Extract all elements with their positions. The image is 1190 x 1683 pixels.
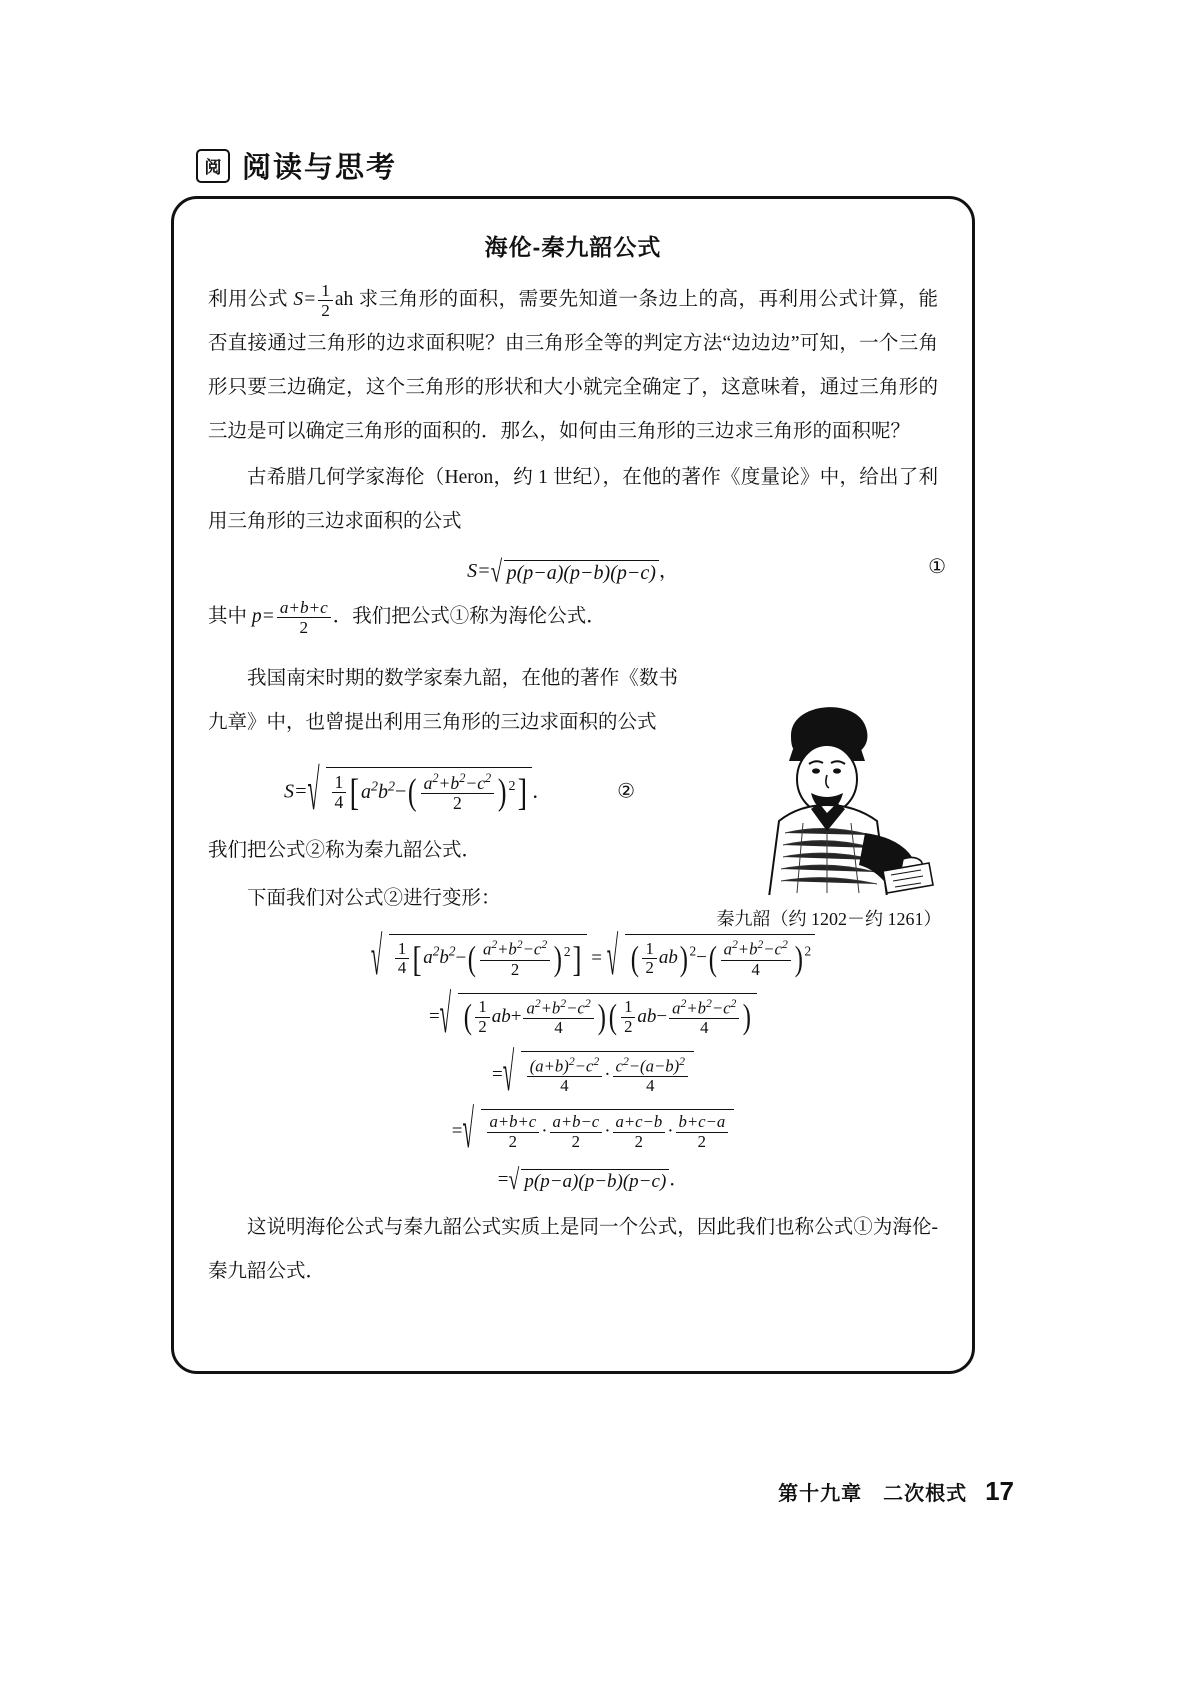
paragraph-3-part-a: 其中 [208,605,248,627]
derivation-line-2: = √ ( $\frac{1}{2}$ ab+ $\frac{a^2+b^2-c^2}{4}$ )( $\frac{1}{2}$ ab− $\frac{a^2+b^2-c^2}{4}$ ) [234,993,972,1038]
derivation-block [174,934,972,1193]
sqrt-symbol-1 [491,560,659,585]
paragraph-3-part-b: ．我们把公式①称为海伦公式． [332,605,606,627]
page-title: 阅读与思考 [242,152,398,184]
fraction-p: $\frac{a+b+c}{2}$ [277,598,331,637]
paragraph-1-part-b: ah 求三角形的面积，需要先知道一条边上的高，再利用公式计算，能否直接通过三角形的边求面积呢？由三角形全等的判定方法“边边边”可知，一个三角形只要三边确定，这个三角形的形状和大小就完全确定了，这意味着，通过三角形的三边是可以确定三角形的面积的．那么，如何由三角形的三边求三角形的面积呢？ [208,289,938,442]
derivation-line-1: √ $\frac{1}{4}$ [$a^2b^2-$( $\frac{a^2+b^2-c^2}{2}$ ) $^2$] = √ ( $\frac{1}{2}$ ab) $^2$−( $\frac{a^2+b^2-c^2}{4}$ ) $^2$ [234,934,972,980]
box-title: 海伦-秦九韶公式 [484,234,662,260]
paragraph-1-part-a: 利用公式 [208,289,288,310]
footer-chapter: 第十九章 二次根式 [778,1483,968,1505]
portrait-caption: 秦九韶（约 1202－约 1261） [716,909,942,929]
page-footer [778,1476,1014,1507]
section-header [196,145,397,186]
paragraph-7: 这说明海伦公式与秦九韶公式实质上是同一个公式，因此我们也称公式①为海伦-秦九韶公式． [208,1216,938,1282]
paragraph-6: 下面我们对公式②进行变形： [247,887,501,909]
equation-1-tag: ① [928,556,946,578]
derivation-line-3: = √ $\frac{(a+b)^2-c^2}{4}$ · $\frac{c^2-(a-b)^2}{4}$ [234,1051,972,1096]
derivation-line-5: = √ p(p−a)(p−b)(p−c) ． [234,1164,972,1193]
equation-2-tag: ② [617,780,636,803]
paragraph-1: 利用公式 S= $\frac{1}{2}$ ah 求三角形的面积，需要先知道一条边上的高，再利用公式计算，能否直接通过三角形的边求面积呢？由三角形全等的判定方法“边边边”可知，一个三角形只要三边确定，这个三角形的形状和大小就完全确定了，这意味着，通过三角形的三边是可以确定三角形的面积的．那么，如何由三角形的三边求三角形的面积呢？ [208,280,938,442]
derivation-line-4: = √ $\frac{a+b+c}{2}$ · $\frac{a+b-c}{2}$ · $\frac{a+c-b}{2}$ · $\frac{b+c-a}{2}$ [234,1109,972,1151]
paragraph-5: 我们把公式②称为秦九韶公式． [208,839,482,861]
equation-2: S= √ $\frac{1}{4}$ [$a^2b^2-$( $\frac{a^2+b^2-c^2}{2}$ ) $^2$] ． ② [174,767,972,815]
equation-1-body: p(p−a)(p−b)(p−c) [504,560,659,585]
equation-2-body: √ $\frac{1}{4}$ [$a^2b^2-$( $\frac{a^2+b^2-c^2}{2}$ ) $^2$] [326,767,533,815]
sqrt-symbol-2 [308,767,533,815]
qinjiushao-portrait-image [733,683,936,895]
paragraph-2: 古希腊几何学家海伦（Heron，约 1 世纪），在他的著作《度量论》中，给出了利用三角形的三边求面积的公式 [208,467,938,532]
content-box [171,196,975,1374]
page-number: 17 [985,1476,1014,1506]
portrait-svg [733,683,936,895]
paragraph-3: 其中 p= $\frac{a+b+c}{2}$ ．我们把公式①称为海伦公式． [208,597,606,637]
equation-1: S= √ p(p−a)(p−b)(p−c) ， ① [174,554,972,585]
fraction-one-half: $\frac{1}{2}$ [318,281,333,320]
reading-badge-icon: 阅 [196,149,230,183]
paragraph-4-text: 我国南宋时期的数学家秦九韶，在他的著作《数书九章》中，也曾提出利用三角形的三边求面积的公式 [208,667,678,733]
